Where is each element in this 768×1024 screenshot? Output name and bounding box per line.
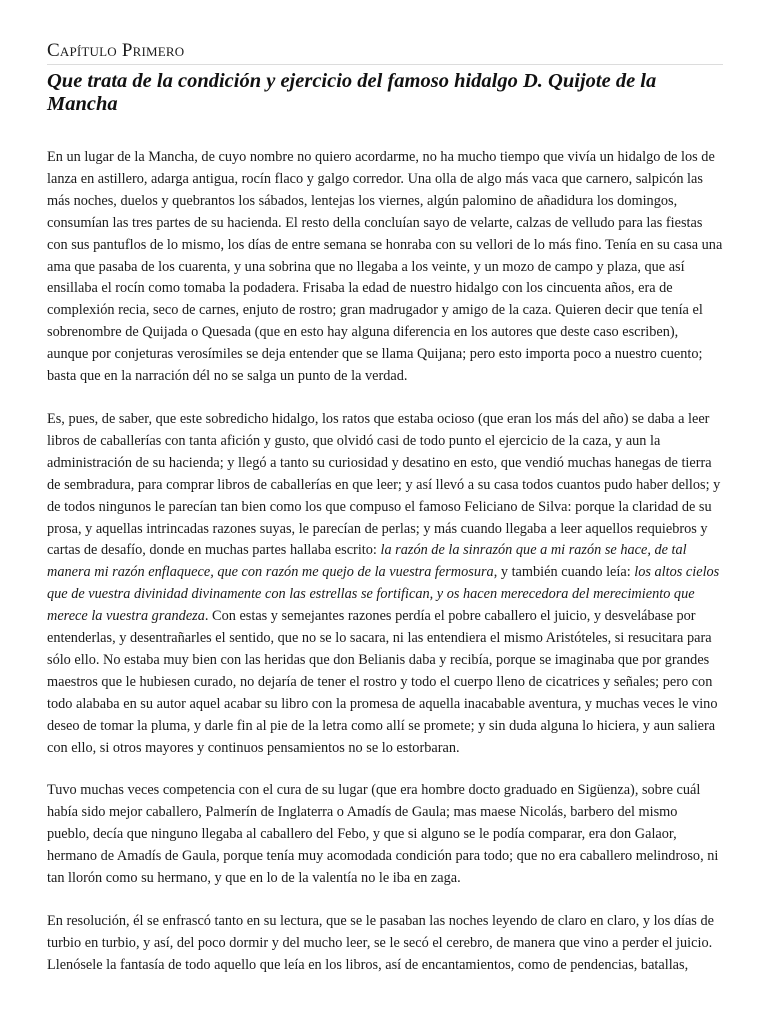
paragraph-3: Tuvo muchas veces competencia con el cura de su lugar (que era hombre docto graduado en Sigüenza), sobre cuál había sido mejor caballero, Palmerín de Inglaterra o Amadís de Gaula; mas maese Nicolás, barbero del mismo pueblo, decía que ninguno llegaba al caballero del Febo, y que si alguno se le podía comparar, era don Galaor, hermano de Amadís de Gaula, porque tenía muy acomodada condición para todo; que no era caballero melindroso, ni tan llorón como su hermano, y que en lo de la valentía no le iba en zaga.: [47, 782, 719, 887]
paragraph-4: En resolución, él se enfrascó tanto en su lectura, que se le pasaban las noches leyendo de claro en claro, y los días de turbio en turbio, y así, del poco dormir y del mucho leer, se le secó el cerebro, de manera que vino a perder el juicio. Llenósele la fantasía de todo aquello que leía en los libros, así de encantamientos, como de pendencias, batallas,: [47, 913, 714, 973]
paragraph-2: [47, 409, 723, 760]
paragraph-2-text-a: Es, pues, de saber, que este sobredicho hidalgo, los ratos que estaba ocioso (que eran los más del año) se daba a leer libros de caballerías con tanta afición y gusto, que olvidó casi de todo punto el ejercicio de la caza, y aun la administración de su hacienda; y llegó a tanto su curiosidad y desatino en esto, que vendió muchas hanegas de tierra de sembradura, para comprar libros de caballerías en que leer; y así llevó a su casa todos cuantos pudo haber dellos; y de todos ningunos le parecían tan bien como los que compuso el famoso Feliciano de Silva: porque la claridad de su prosa, y aquellas intrincadas razones suyas, le parecían de perlas; y más cuando llegaba a leer aquellos requiebros y cartas de desafío, donde en muchas partes hallaba escrito:: [47, 410, 721, 559]
chapter-page: [47, 40, 723, 998]
chapter-title: Que trata de la condición y ejercicio del famoso hidalgo D. Quijote de la Mancha: [47, 70, 657, 115]
paragraph-2-text-c: . Con estas y semejantes razones perdía el pobre caballero el juicio, y desvelábase por entenderlas, y desentrañarles el sentido, que no se lo sacara, ni las entendiera el mismo Aristóteles, si resucitara para sólo ello. No estaba muy bien con las heridas que don Belianis daba y recibía, porque se imaginaba que por grandes maestros que le hubiesen curado, no dejaría de tener el rostro y todo el cuerpo lleno de cicatrices y señales; pero con todo alababa en su autor aquel acabar su libro con la promesa de aquella inacabable aventura, y muchas veces le vino deseo de tomar la pluma, y darle fin al pie de la letra como allí se promete; y sin duda alguna lo hiciera, y aun saliera con ello, si otros mayores y continuos pensamientos no se lo estorbaran.: [47, 608, 718, 756]
quote-sinrazon: la razón de la sinrazón que a mi razón se hace, de tal manera mi razón enflaquece, que con razón me quejo de la vuestra fermosura: [47, 542, 687, 581]
chapter-label: Capítulo Primero: [47, 40, 723, 65]
quote-altos-cielos: los altos cielos que de vuestra divinidad divinamente con las estrellas se fortifican, y os hacen merecedora del merecimiento que merece la vuestra grandeza: [47, 564, 720, 625]
paragraph-1: En un lugar de la Mancha, de cuyo nombre no quiero acordarme, no ha mucho tiempo que vivía un hidalgo de los de lanza en astillero, adarga antigua, rocín flaco y galgo corredor. Una olla de algo más vaca que carnero, salpicón las más noches, duelos y quebrantos los sábados, lentejas los viernes, algún palomino de añadidura los domingos, consumían las tres partes de su hacienda. El resto della concluían sayo de velarte, calzas de velludo para las fiestas con sus pantuflos de lo mismo, los días de entre semana se honraba con su vellori de lo más fino. Tenía en su casa una ama que pasaba de los cuarenta, y una sobrina que no llegaba a los veinte, y un mozo de campo y plaza, que así ensillaba el rocín como tomaba la podadera. Frisaba la edad de nuestro hidalgo con los cincuenta años, era de complexión recia, seco de carnes, enjuto de rostro; gran madrugador y amigo de la caza. Quieren decir que tenía el sobrenombre de Quijada o Quesada (que en esto hay alguna diferencia en los autores que deste caso escriben), aunque por conjeturas verosímiles se deja entender que se llama Quijana; pero esto importa poco a nuestro cuento; basta que en la narración dél no se salga un punto de la verdad.: [47, 149, 723, 385]
paragraph-2-text-b: , y también cuando leía:: [493, 564, 635, 581]
